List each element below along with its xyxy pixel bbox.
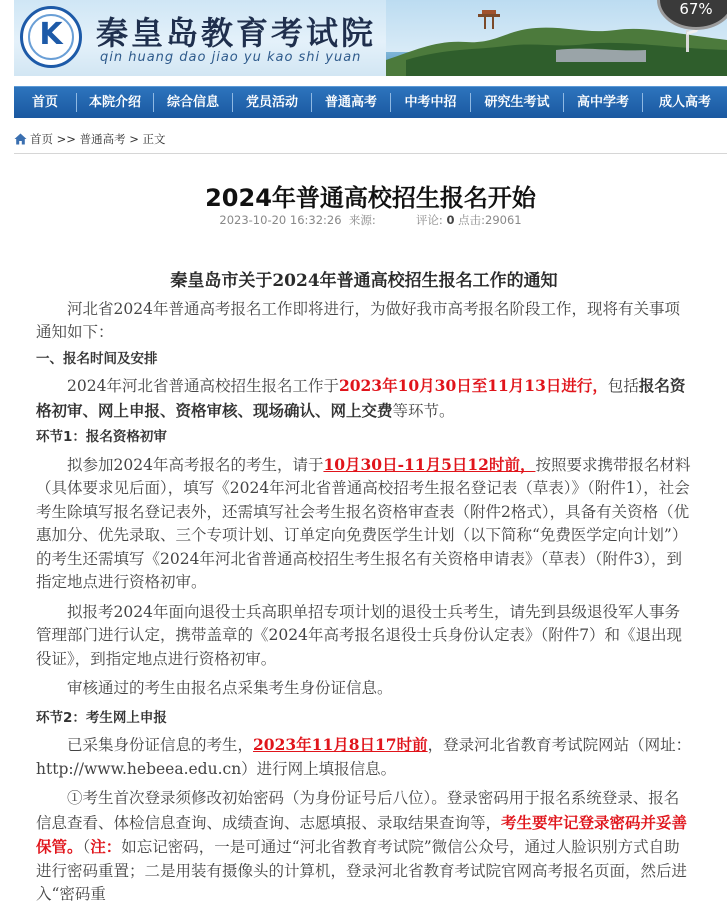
nav-item-home[interactable]: 首页 (31, 95, 58, 110)
nav-item-zhongkao[interactable]: 中考中招 (404, 95, 457, 110)
intro-paragraph: 河北省2024年普通高考报名工作即将进行，为做好我市高考报名阶段工作，现将有关事项通知如下： (36, 299, 680, 341)
breadcrumb-category-link[interactable]: 普通高考 (79, 132, 126, 146)
notice-heading: 秦皇岛市关于2024年普通高校招生报名工作的通知 (170, 271, 558, 291)
note-label: 注： (90, 837, 122, 856)
text: 已采集身份证信息的考生， (67, 736, 254, 754)
breadcrumb (14, 131, 166, 149)
highlight-date: 10月30日-11月5日12时前， (323, 454, 536, 474)
article-body (36, 270, 692, 907)
breadcrumb-home-link[interactable]: 首页 (30, 132, 53, 146)
nav-item-adult-exam[interactable]: 成人高考 (658, 95, 711, 110)
comment-count[interactable]: 0 (446, 213, 455, 227)
article-title: 2024年普通高校招生报名开始 (205, 184, 536, 212)
text: 按照要求携带报名材料（具体要求见后面），填写《2024年河北省普通高校招考生报名登记表（草表）》（附件1），社会考生除填写报名登记表外，还需填写社会考生报名资格审查表（附件2格式），具备有关资格（优惠加分、优先录取、三个专项计划、订单定向免费医学生计划（以下简称“免费医学定向计划”）的考生还需填写《2024年河北省普通高校招生考生报名有关资格申请表》（草表）（附件3），到指定地点进行资格初审。 (36, 455, 691, 591)
text: ①考生首次登录须修改初始密码（为身份证号后八位）。登录密码用于报名系统登录、报名信息查看、体检信息查询、成绩查询、志愿填报、录取结果查询等， (36, 789, 680, 832)
home-icon (14, 133, 27, 145)
highlight-date: 2023年11月8日17时前 (253, 735, 428, 754)
nav-item-about[interactable]: 本院介绍 (88, 95, 141, 110)
zoom-level-badge[interactable]: 67% (657, 0, 727, 30)
highlight-warning: 考生要牢记登录密码并妥善保管。 (36, 812, 688, 856)
paragraph-veterans: 拟报考2024年面向退役士兵高职单招专项计划的退役士兵考生，请先到县级退役军人事务管理部门进行认定，携带盖章的《2024年高考报名退役士兵身份认定表》（附件7）和《退出现役证》，到指定地点进行资格初审。 (36, 602, 683, 668)
highlight-date: 2023年10月30日至11月13日进行， (338, 376, 608, 395)
step-heading: 环节1：报名资格初审 (36, 429, 167, 445)
breadcrumb-separator: >> (56, 132, 76, 146)
section-heading: 一、报名时间及安排 (36, 350, 158, 367)
breadcrumb-current: 正文 (142, 132, 166, 146)
text: （ (82, 838, 91, 856)
text: 2024年河北省普通高校招生报名工作于 (67, 377, 339, 395)
step-heading: 环节2：考生网上申报 (36, 709, 167, 726)
article-date: 2023-10-20 16:32:26 (219, 213, 342, 227)
breadcrumb-arrow: > (129, 132, 139, 146)
site-logo[interactable] (20, 6, 82, 68)
nav-item-graduate-exam[interactable]: 研究生考试 (484, 95, 550, 110)
nav-item-general-info[interactable]: 综合信息 (166, 95, 219, 110)
paragraph-id-collection: 审核通过的考生由报名点采集考生身份证信息。 (67, 679, 393, 697)
text: 等环节。 (392, 401, 455, 420)
paragraph-step1 (36, 453, 692, 595)
nav-item-party-activities[interactable]: 党员活动 (245, 95, 298, 110)
breadcrumb-divider (14, 153, 727, 154)
paragraph-step2 (36, 733, 692, 781)
main-nav (14, 86, 727, 118)
paragraph-schedule (36, 374, 692, 423)
nav-item-gaokao[interactable]: 普通高考 (324, 95, 377, 110)
text: 包括 (607, 377, 639, 395)
text: 拟参加2024年高考报名的考生，请于 (67, 455, 324, 474)
hits-label: 点击: (458, 213, 486, 227)
comment-label: 评论: (415, 213, 443, 227)
site-title: 秦皇岛教育考试院 (96, 14, 377, 52)
text: ，登录河北省教育考试院网站（网址：http://www.hebeea.edu.cn）进行网上填报信息。 (36, 736, 692, 778)
logo-letter: K (39, 17, 63, 52)
paragraph-password (36, 787, 692, 907)
site-banner (14, 0, 727, 76)
nav-item-highschool-test[interactable]: 高中学考 (576, 95, 629, 110)
article-meta (14, 212, 727, 228)
site-pinyin: qin huang dao jiao yu kao shi yuan (100, 50, 362, 65)
article-source-label: 来源: (348, 213, 376, 227)
hits-count: 29061 (485, 213, 522, 227)
text: 如忘记密码，一是可通过“河北省教育考试院”微信公众号，通过人脸识别方式自助进行密码重置；二是用装有摄像头的计算机，登录河北省教育考试院官网高考报名页面，然后进入“密码重 (36, 838, 688, 903)
bold-text: 报名资格初审、网上申报、资格审核、现场确认、网上交费 (36, 376, 686, 420)
